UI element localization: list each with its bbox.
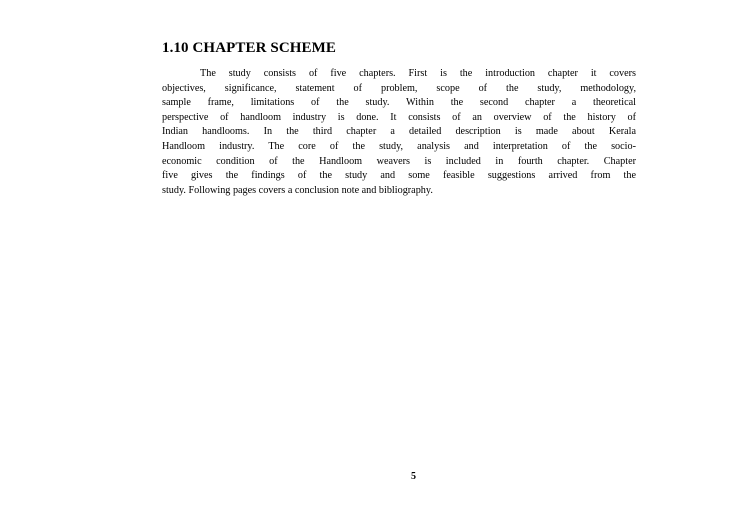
paragraph-line: Handloom industry. The core of the study, analysis and interpretation of the socio- [162, 140, 636, 152]
paragraph-line: study. Following pages covers a conclusion note and bibliography. [162, 184, 433, 196]
paragraph-line: The study consists of five chapters. First is the introduction chapter it covers [200, 68, 636, 79]
paragraph-line: perspective of handloom industry is done. It consists of an overview of the history of [162, 111, 636, 123]
section-heading: 1.10 CHAPTER SCHEME [162, 40, 336, 56]
paragraph-line: objectives, significance, statement of problem, scope of the study, methodology, [162, 82, 636, 94]
page-number: 5 [411, 471, 416, 482]
paragraph-line: Indian handlooms. In the third chapter a detailed description is made about Kerala [162, 126, 636, 138]
paragraph-line: sample frame, limitations of the study. Within the second chapter a theoretical [162, 97, 636, 109]
paragraph-line: five gives the findings of the study and some feasible suggestions arrived from the [162, 170, 636, 182]
paragraph-line: economic condition of the Handloom weavers is included in fourth chapter. Chapter [162, 155, 636, 167]
chapter-scheme-paragraph [162, 67, 636, 198]
